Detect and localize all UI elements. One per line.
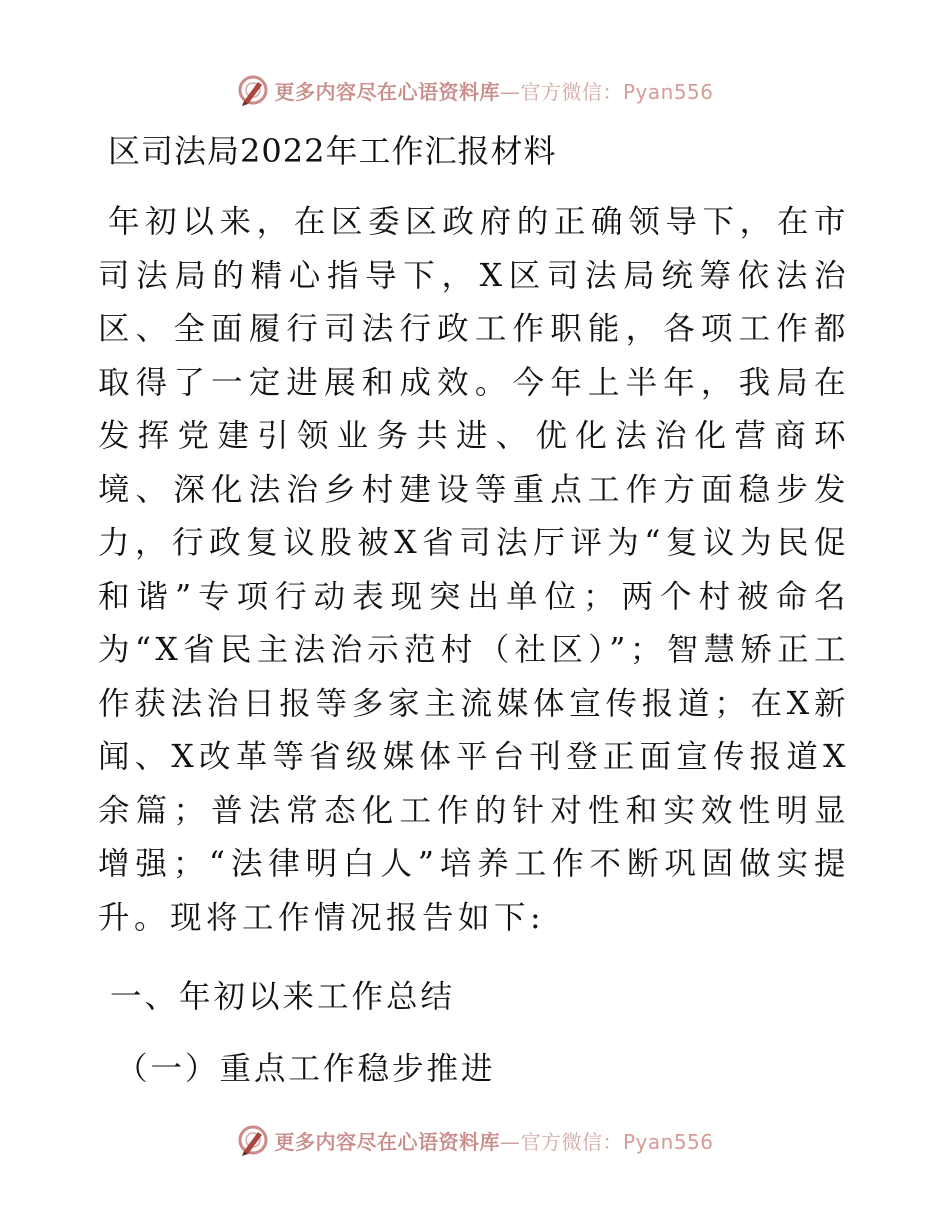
section-heading: 一、年初以来工作总结: [110, 979, 456, 1015]
body-paragraph: 年初以来，在区委区政府的正确领导下，在市司法局的精心指导下，X区司法局统筹依法治区、全面履行司法行政工作职能，各项工作都取得了一定进展和成效。今年上半年，我局在发挥党建引领业务共进、优化法治化营商环境、深化法治乡村建设等重点工作方面稳步发力，行政复议股被X省司法厅评为“复议为民促和谐”专项行动表现突出单位；两个村被命名为“X省民主法治示范村（社区）”；智慧矫正工作获法治日报等多家主流媒体宣传报道；在X新闻、X改革等省级媒体平台刊登正面宣传报道X余篇；普法常态化工作的针对性和实效性明显增强；“法律明白人”培养工作不断巩固做实提升。现将工作情况报告如下:: [98, 204, 850, 936]
watermark-banner-bottom: [0, 1120, 950, 1160]
document-title: 区司法局2022年工作汇报材料: [108, 132, 557, 170]
pen-in-circle-icon: [236, 73, 270, 107]
watermark-banner-top: [0, 70, 950, 110]
pen-in-circle-icon: [236, 1123, 270, 1157]
watermark-text: 更多内容尽在心语资料库—官方微信：Pyan556: [274, 1129, 714, 1154]
subsection-heading: （一）重点工作稳步推进: [116, 1051, 496, 1087]
watermark-text: 更多内容尽在心语资料库—官方微信：Pyan556: [274, 79, 714, 104]
